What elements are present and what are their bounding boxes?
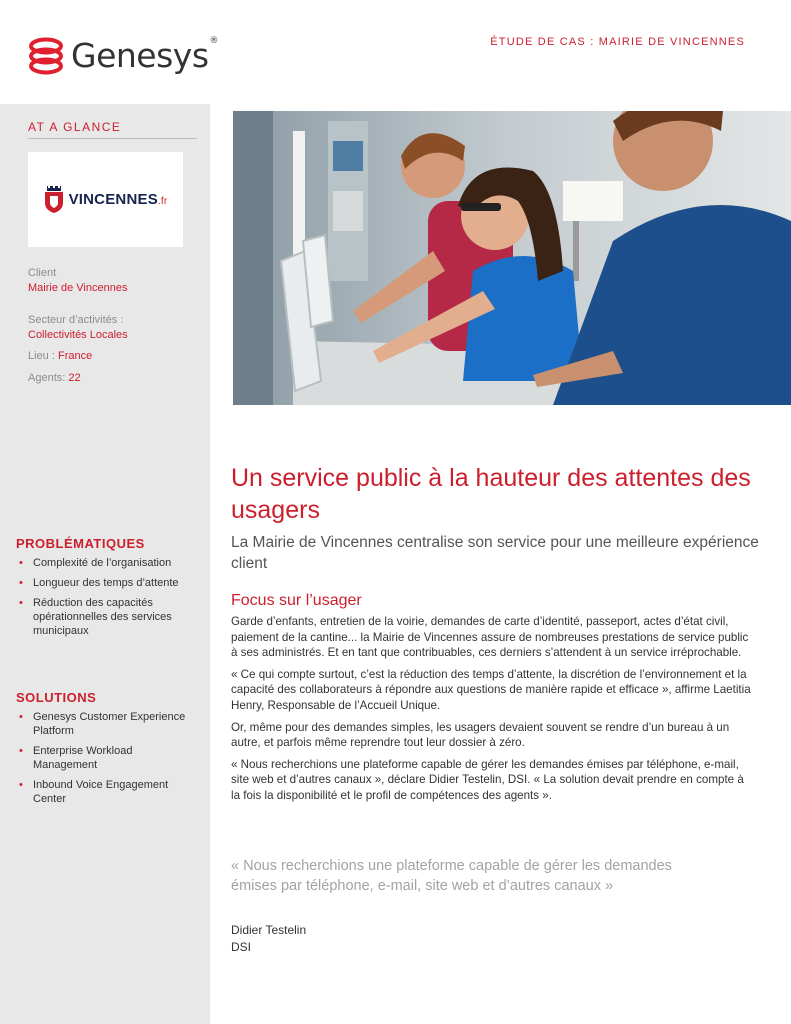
- page-subtitle: La Mairie de Vincennes centralise son service pour une meilleure expérience client: [231, 534, 759, 572]
- list-item: • Longueur des temps d’attente: [16, 576, 196, 590]
- paragraph: Garde d’enfants, entretien de la voirie, demandes de carte d’identité, passeport, actes d’état civil, paiement de la cantine... la Mairie de Vincennes assure de nombreuses prestations de service public à ses administrés. Et en tant que contribuables, ces derniers s’attendent à un service irréprochable.: [231, 615, 749, 660]
- case-study-tag: ÉTUDE DE CAS : MAIRIE DE VINCENNES: [490, 36, 745, 48]
- location-value: France: [57, 350, 93, 362]
- genesys-logo: [28, 36, 218, 75]
- section-heading: Focus sur l’usager: [231, 592, 362, 609]
- solutions-heading: SOLUTIONS: [16, 690, 97, 705]
- at-a-glance-heading: AT A GLANCE: [28, 120, 122, 134]
- client-logo: [28, 152, 183, 247]
- sector-info: [28, 313, 128, 343]
- agents-value: 22: [68, 372, 81, 384]
- list-item: • Inbound Voice Engagement Center: [16, 778, 196, 806]
- client-label: Client: [28, 267, 57, 279]
- client-value: Mairie de Vincennes: [28, 282, 128, 294]
- paragraph: Or, même pour des demandes simples, les usagers devaient souvent se rendre d’un bureau à un autre, et parfois même reprendre tout leur dossier à zéro.: [231, 720, 730, 750]
- paragraph: « Ce qui compte surtout, c’est la réduction des temps d’attente, la discrétion de l’environnement et la capacité des collaborateurs à répondre aux questions de manière rapide et efficace », affirme Laetitia Henry, Responsable de l’Accueil Unique.: [231, 667, 751, 712]
- brand-name: Genesys®: [71, 36, 219, 75]
- hero-photo-illustration: [233, 111, 791, 405]
- divider: [28, 138, 197, 139]
- attribution-name: Didier Testelin: [231, 923, 307, 937]
- sidebar: [0, 104, 210, 1024]
- list-item: • Complexité de l’organisation: [16, 556, 196, 570]
- client-info: [28, 266, 127, 296]
- pull-quote: « Nous recherchions une plateforme capable de gérer les demandes émises par téléphone, e-mail, site web et d’autres canaux »: [231, 858, 672, 894]
- genesys-logo-icon: [28, 37, 64, 75]
- agents-info: [28, 371, 81, 386]
- problems-list: [16, 556, 196, 644]
- paragraph: « Nous recherchions une plateforme capable de gérer les demandes émises par téléphone, e-mail, site web et d’autres canaux », déclare Didier Testelin, DSI. « La solution devait prendre en compte à la fois la disponibilité et le profil de compétences des agents ».: [231, 757, 744, 802]
- quote-attribution: [231, 922, 306, 956]
- solutions-list: [16, 710, 196, 812]
- page-title: Un service public à la hauteur des attentes des usagers: [231, 464, 751, 524]
- list-item: • Enterprise Workload Management: [16, 744, 196, 772]
- body-text: [231, 614, 756, 810]
- location-label: Lieu :: [28, 350, 58, 362]
- list-item: • Genesys Customer Experience Platform: [16, 710, 196, 738]
- location-info: [28, 349, 92, 364]
- sector-value: Collectivités Locales: [28, 329, 128, 341]
- hero-photo: [233, 111, 791, 405]
- agents-label: Agents:: [28, 372, 69, 384]
- sector-label: Secteur d’activités :: [28, 314, 124, 326]
- list-item: • Réduction des capacités opérationnelles des services municipaux: [16, 596, 196, 638]
- client-logo-text: VINCENNES.fr: [68, 191, 168, 208]
- problems-heading: PROBLÉMATIQUES: [16, 536, 145, 551]
- vincennes-crest-icon: [44, 186, 64, 214]
- attribution-role: DSI: [231, 940, 252, 954]
